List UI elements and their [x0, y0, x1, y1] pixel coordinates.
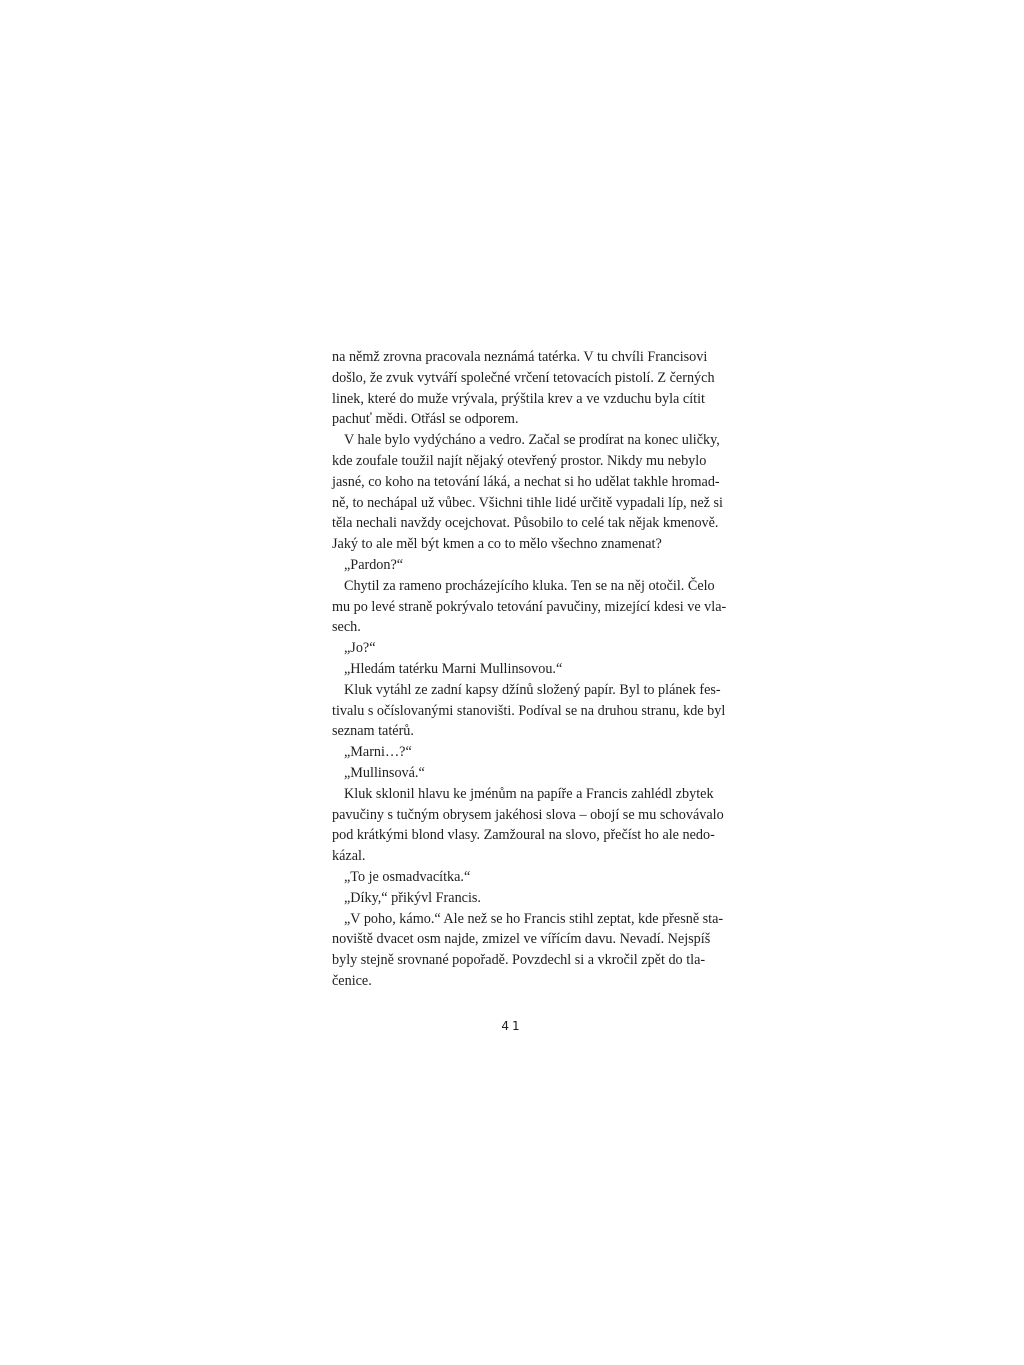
text-line: mu po levé straně pokrývalo tetování pavučiny, mizející kdesi ve vla-	[332, 598, 727, 615]
text-line: Chytil za rameno procházejícího kluka. Ten se na něj otočil. Čelo	[344, 577, 715, 594]
text-line: pachuť mědi. Otřásl se odporem.	[332, 411, 519, 428]
text-line: kázal.	[332, 848, 366, 865]
text-line: Jaký to ale měl být kmen a co to mělo všechno znamenat?	[332, 536, 662, 553]
text-line: noviště dvacet osm najde, zmizel ve vířícím davu. Nevadí. Nejspíš	[332, 931, 711, 948]
text-line: „To je osmadvacítka.“	[344, 868, 471, 885]
text-line: byly stejně srovnané popořadě. Povzdechl si a vkročil zpět do tla-	[332, 952, 706, 969]
text-line: pavučiny s tučným obrysem jakéhosi slova – obojí se mu schovávalo	[332, 806, 724, 823]
text-line: tivalu s očíslovanými stanovišti. Podíval se na druhou stranu, kde byl	[332, 702, 726, 719]
text-line: ně, to nechápal už vůbec. Všichni tihle lidé určitě vypadali líp, než si	[332, 494, 723, 511]
body-text	[332, 347, 727, 992]
text-line: došlo, že zvuk vytváří společné vrčení tetovacích pistolí. Z černých	[332, 369, 715, 386]
text-line: kde zoufale toužil najít nějaký otevřený prostor. Nikdy mu nebylo	[332, 452, 707, 469]
text-line: „Hledám tatérku Marni Mullinsovou.“	[344, 660, 563, 677]
text-line: linek, které do muže vrývala, prýštila krev a ve vzduchu byla cítit	[332, 390, 705, 407]
text-line: na němž zrovna pracovala neznámá tatérka. V tu chvíli Francisovi	[332, 349, 708, 365]
text-line: „Pardon?“	[344, 556, 404, 573]
text-line: jasné, co koho na tetování láká, a nechat si ho udělat takhle hromad-	[332, 473, 720, 490]
text-line: „Marni…?“	[344, 744, 412, 761]
text-line: „V poho, kámo.“ Ale než se ho Francis stihl zeptat, kde přesně sta-	[344, 910, 724, 927]
text-line: seznam tatérů.	[332, 723, 414, 740]
text-line: „Díky,“ přikývl Francis.	[344, 889, 481, 906]
text-line: „Jo?“	[344, 640, 376, 657]
page-number: 41	[501, 1019, 523, 1033]
text-line: těla nechali navždy ocejchovat. Působilo to celé tak nějak kmenově.	[332, 515, 719, 532]
text-line: sech.	[332, 619, 361, 636]
text-line: čenice.	[332, 972, 372, 989]
text-line: pod krátkými blond vlasy. Zamžoural na slovo, přečíst ho ale nedo-	[332, 827, 715, 844]
text-line: „Mullinsová.“	[344, 764, 425, 781]
text-line: Kluk vytáhl ze zadní kapsy džínů složený papír. Byl to plánek fes-	[344, 681, 721, 698]
text-line: Kluk sklonil hlavu ke jménům na papíře a Francis zahlédl zbytek	[344, 785, 714, 802]
text-line: V hale bylo vydýcháno a vedro. Začal se prodírat na konec uličky,	[344, 432, 720, 449]
